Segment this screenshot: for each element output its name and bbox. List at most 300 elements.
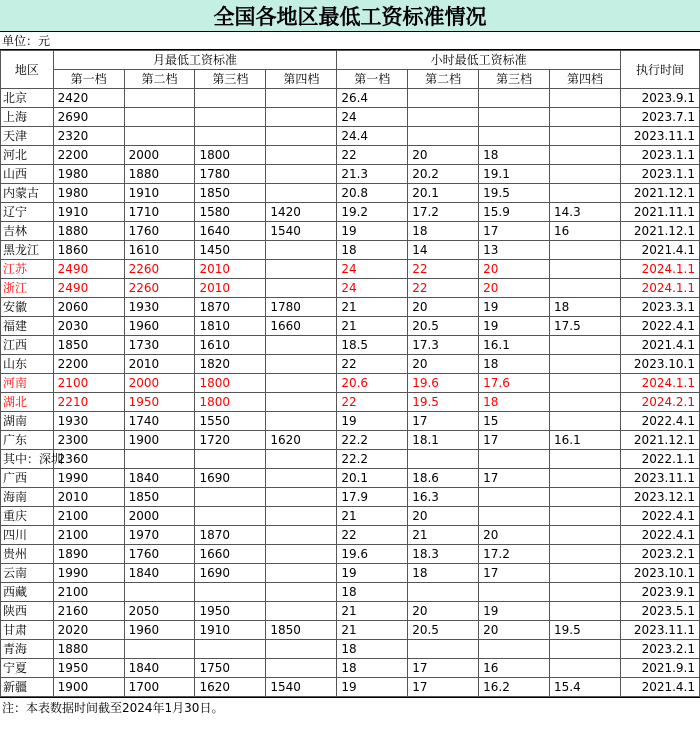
effective-date-cell: 2022.4.1 [620,526,699,545]
table-row [1,545,700,564]
table-row [1,469,700,488]
header-hourly-tier-3: 第三档 [479,70,550,89]
monthly-wage-cell [266,393,337,412]
hourly-wage-cell: 17 [479,469,550,488]
hourly-wage-cell [479,488,550,507]
hourly-wage-cell: 19 [337,564,408,583]
monthly-wage-cell: 1950 [195,602,266,621]
hourly-wage-cell [479,507,550,526]
hourly-wage-cell: 18 [479,355,550,374]
hourly-wage-cell: 19 [479,602,550,621]
hourly-wage-cell [550,602,621,621]
region-cell: 广西 [1,469,54,488]
monthly-wage-cell: 1870 [195,298,266,317]
header-hourly-tier-1: 第一档 [337,70,408,89]
effective-date-cell: 2021.4.1 [620,336,699,355]
effective-date-cell: 2023.10.1 [620,564,699,583]
hourly-wage-cell: 18.6 [408,469,479,488]
effective-date-cell: 2021.4.1 [620,241,699,260]
region-cell: 天津 [1,127,54,146]
region-cell: 吉林 [1,222,54,241]
monthly-wage-cell: 1780 [195,165,266,184]
hourly-wage-cell: 20.5 [408,317,479,336]
hourly-wage-cell: 21 [337,317,408,336]
region-cell: 河南 [1,374,54,393]
header-monthly-tier-3: 第三档 [195,70,266,89]
hourly-wage-cell: 18 [337,583,408,602]
monthly-wage-cell: 2030 [53,317,124,336]
monthly-wage-cell [195,488,266,507]
effective-date-cell: 2021.12.1 [620,222,699,241]
monthly-wage-cell [266,526,337,545]
table-row [1,165,700,184]
monthly-wage-cell: 2260 [124,279,195,298]
region-cell: 湖北 [1,393,54,412]
hourly-wage-cell [550,393,621,412]
monthly-wage-cell: 2200 [53,146,124,165]
monthly-wage-cell: 1720 [195,431,266,450]
table-row [1,526,700,545]
monthly-wage-cell: 1910 [124,184,195,203]
monthly-wage-cell [266,127,337,146]
monthly-wage-cell: 1840 [124,564,195,583]
monthly-wage-cell [124,127,195,146]
hourly-wage-cell [550,583,621,602]
hourly-wage-cell: 20.8 [337,184,408,203]
table-row [1,507,700,526]
hourly-wage-cell [550,279,621,298]
table-row [1,89,700,108]
monthly-wage-cell: 1930 [124,298,195,317]
monthly-wage-cell: 2010 [195,260,266,279]
hourly-wage-cell: 13 [479,241,550,260]
effective-date-cell: 2024.1.1 [620,374,699,393]
region-cell: 青海 [1,640,54,659]
hourly-wage-cell: 19.1 [479,165,550,184]
hourly-wage-cell: 20.2 [408,165,479,184]
effective-date-cell: 2023.5.1 [620,602,699,621]
region-cell: 其中：深圳 [1,450,54,469]
monthly-wage-cell [195,640,266,659]
table-row [1,260,700,279]
monthly-wage-cell [266,659,337,678]
hourly-wage-cell: 19 [337,222,408,241]
monthly-wage-cell: 1820 [195,355,266,374]
hourly-wage-cell [479,108,550,127]
monthly-wage-cell [266,355,337,374]
table-row [1,146,700,165]
hourly-wage-cell: 20 [408,507,479,526]
hourly-wage-cell: 21 [337,621,408,640]
hourly-wage-cell [550,146,621,165]
table-row [1,279,700,298]
monthly-wage-cell: 1880 [53,222,124,241]
monthly-wage-cell [266,640,337,659]
region-cell: 重庆 [1,507,54,526]
table-row [1,621,700,640]
table-row [1,450,700,469]
table-row [1,602,700,621]
table-row [1,336,700,355]
monthly-wage-cell: 1660 [195,545,266,564]
hourly-wage-cell: 20 [479,526,550,545]
hourly-wage-cell [550,545,621,564]
monthly-wage-cell [266,89,337,108]
monthly-wage-cell: 1850 [266,621,337,640]
effective-date-cell: 2022.4.1 [620,412,699,431]
hourly-wage-cell [479,640,550,659]
hourly-wage-cell: 19 [337,678,408,697]
monthly-wage-cell [195,89,266,108]
region-cell: 陕西 [1,602,54,621]
table-row [1,374,700,393]
header-hourly-tier-4: 第四档 [550,70,621,89]
region-cell: 辽宁 [1,203,54,222]
monthly-wage-cell: 2210 [53,393,124,412]
monthly-wage-cell: 1540 [266,678,337,697]
monthly-wage-cell: 1840 [124,469,195,488]
hourly-wage-cell: 17.3 [408,336,479,355]
monthly-wage-cell: 1620 [266,431,337,450]
monthly-wage-cell: 1950 [124,393,195,412]
hourly-wage-cell: 22.2 [337,431,408,450]
effective-date-cell: 2021.9.1 [620,659,699,678]
hourly-wage-cell [550,507,621,526]
table-row [1,355,700,374]
monthly-wage-cell: 1800 [195,146,266,165]
monthly-wage-cell [266,146,337,165]
monthly-wage-cell [124,640,195,659]
table-row [1,678,700,697]
hourly-wage-cell: 16.1 [550,431,621,450]
monthly-wage-cell: 1960 [124,317,195,336]
monthly-wage-cell: 2050 [124,602,195,621]
region-cell: 湖南 [1,412,54,431]
hourly-wage-cell: 20.5 [408,621,479,640]
hourly-wage-cell [408,127,479,146]
hourly-wage-cell [479,450,550,469]
monthly-wage-cell [195,127,266,146]
effective-date-cell: 2022.4.1 [620,507,699,526]
hourly-wage-cell: 17 [479,222,550,241]
effective-date-cell: 2023.1.1 [620,165,699,184]
monthly-wage-cell: 1870 [195,526,266,545]
hourly-wage-cell: 24 [337,108,408,127]
effective-date-cell: 2023.11.1 [620,621,699,640]
monthly-wage-cell: 2060 [53,298,124,317]
hourly-wage-cell: 17.2 [479,545,550,564]
monthly-wage-cell [195,583,266,602]
monthly-wage-cell: 2020 [53,621,124,640]
region-cell: 上海 [1,108,54,127]
hourly-wage-cell: 18 [550,298,621,317]
hourly-wage-cell: 18.5 [337,336,408,355]
monthly-wage-cell [266,507,337,526]
hourly-wage-cell: 17.6 [479,374,550,393]
monthly-wage-cell: 2100 [53,583,124,602]
hourly-wage-cell [550,355,621,374]
monthly-wage-cell [266,545,337,564]
region-cell: 山东 [1,355,54,374]
monthly-wage-cell: 2160 [53,602,124,621]
monthly-wage-cell [124,108,195,127]
monthly-wage-cell [266,583,337,602]
hourly-wage-cell: 16 [479,659,550,678]
monthly-wage-cell: 1990 [53,564,124,583]
effective-date-cell: 2023.9.1 [620,89,699,108]
hourly-wage-cell: 22.2 [337,450,408,469]
monthly-wage-cell: 2010 [124,355,195,374]
region-cell: 新疆 [1,678,54,697]
monthly-wage-cell [266,412,337,431]
effective-date-cell: 2021.12.1 [620,184,699,203]
header-monthly-tier-2: 第二档 [124,70,195,89]
region-cell: 江西 [1,336,54,355]
header-region: 地区 [1,51,54,89]
hourly-wage-cell: 18 [479,393,550,412]
monthly-wage-cell: 1690 [195,469,266,488]
table-row [1,203,700,222]
monthly-wage-cell: 1740 [124,412,195,431]
table-row [1,488,700,507]
hourly-wage-cell: 20 [408,298,479,317]
monthly-wage-cell [266,450,337,469]
region-cell: 福建 [1,317,54,336]
effective-date-cell: 2022.1.1 [620,450,699,469]
region-cell: 云南 [1,564,54,583]
monthly-wage-cell: 1540 [266,222,337,241]
hourly-wage-cell [408,583,479,602]
hourly-wage-cell: 17 [408,678,479,697]
monthly-wage-cell: 1950 [53,659,124,678]
monthly-wage-cell: 1420 [266,203,337,222]
monthly-wage-cell: 1910 [53,203,124,222]
monthly-wage-cell: 1890 [53,545,124,564]
monthly-wage-cell: 2360 [53,450,124,469]
monthly-wage-cell: 1760 [124,222,195,241]
hourly-wage-cell: 19.5 [479,184,550,203]
hourly-wage-cell: 17 [479,564,550,583]
region-cell: 河北 [1,146,54,165]
hourly-wage-cell [550,374,621,393]
table-row [1,184,700,203]
hourly-wage-cell: 17.9 [337,488,408,507]
header-hourly-tier-2: 第二档 [408,70,479,89]
monthly-wage-cell [266,336,337,355]
hourly-wage-cell: 17 [408,412,479,431]
monthly-wage-cell: 2010 [195,279,266,298]
monthly-wage-cell [195,108,266,127]
hourly-wage-cell: 22 [337,393,408,412]
hourly-wage-cell [550,108,621,127]
hourly-wage-cell: 20 [479,279,550,298]
hourly-wage-cell: 16.2 [479,678,550,697]
region-cell: 四川 [1,526,54,545]
monthly-wage-cell: 1660 [266,317,337,336]
effective-date-cell: 2023.7.1 [620,108,699,127]
region-cell: 广东 [1,431,54,450]
monthly-wage-cell: 1960 [124,621,195,640]
monthly-wage-cell [266,279,337,298]
region-cell: 贵州 [1,545,54,564]
monthly-wage-cell: 1690 [195,564,266,583]
hourly-wage-cell [550,184,621,203]
hourly-wage-cell: 19 [479,317,550,336]
region-cell: 甘肃 [1,621,54,640]
hourly-wage-cell: 18.1 [408,431,479,450]
monthly-wage-cell: 1810 [195,317,266,336]
hourly-wage-cell [550,127,621,146]
hourly-wage-cell: 19.5 [550,621,621,640]
table-row [1,241,700,260]
hourly-wage-cell: 22 [408,279,479,298]
monthly-wage-cell: 2000 [124,374,195,393]
effective-date-cell: 2023.10.1 [620,355,699,374]
hourly-wage-cell: 20 [479,621,550,640]
hourly-wage-cell [479,89,550,108]
hourly-wage-cell: 17.5 [550,317,621,336]
monthly-wage-cell: 2000 [124,507,195,526]
hourly-wage-cell: 21 [337,298,408,317]
monthly-wage-cell: 1980 [53,184,124,203]
effective-date-cell: 2023.3.1 [620,298,699,317]
effective-date-cell: 2021.12.1 [620,431,699,450]
effective-date-cell: 2021.4.1 [620,678,699,697]
hourly-wage-cell [408,450,479,469]
hourly-wage-cell [550,260,621,279]
hourly-wage-cell: 21 [337,507,408,526]
hourly-wage-cell: 15 [479,412,550,431]
monthly-wage-cell: 1610 [124,241,195,260]
header-monthly-tier-4: 第四档 [266,70,337,89]
monthly-wage-cell: 1900 [53,678,124,697]
monthly-wage-cell: 1840 [124,659,195,678]
monthly-wage-cell: 1750 [195,659,266,678]
monthly-wage-cell: 1760 [124,545,195,564]
hourly-wage-cell: 18 [337,659,408,678]
hourly-wage-cell: 16.3 [408,488,479,507]
hourly-wage-cell: 14.3 [550,203,621,222]
header-monthly-tier-1: 第一档 [53,70,124,89]
hourly-wage-cell: 17.2 [408,203,479,222]
hourly-wage-cell: 17 [479,431,550,450]
effective-date-cell: 2023.2.1 [620,640,699,659]
monthly-wage-cell: 2420 [53,89,124,108]
monthly-wage-cell: 2100 [53,507,124,526]
region-cell: 海南 [1,488,54,507]
table-row [1,431,700,450]
hourly-wage-cell: 16.1 [479,336,550,355]
monthly-wage-cell: 1450 [195,241,266,260]
table-row [1,564,700,583]
hourly-wage-cell: 18 [337,241,408,260]
hourly-wage-cell: 15.9 [479,203,550,222]
hourly-wage-cell: 19.6 [408,374,479,393]
hourly-wage-cell [550,450,621,469]
monthly-wage-cell [124,583,195,602]
hourly-wage-cell [550,488,621,507]
hourly-wage-cell [550,564,621,583]
hourly-wage-cell: 22 [408,260,479,279]
effective-date-cell: 2024.1.1 [620,260,699,279]
min-wage-table [0,50,700,697]
effective-date-cell: 2021.11.1 [620,203,699,222]
monthly-wage-cell: 2490 [53,260,124,279]
monthly-wage-cell: 1850 [124,488,195,507]
monthly-wage-cell [266,260,337,279]
hourly-wage-cell [408,89,479,108]
monthly-wage-cell: 1800 [195,374,266,393]
hourly-wage-cell [550,640,621,659]
monthly-wage-cell: 1910 [195,621,266,640]
table-row [1,317,700,336]
hourly-wage-cell: 14 [408,241,479,260]
monthly-wage-cell: 2490 [53,279,124,298]
hourly-wage-cell [550,336,621,355]
hourly-wage-cell: 24 [337,260,408,279]
hourly-wage-cell [550,412,621,431]
table-row [1,108,700,127]
monthly-wage-cell [266,564,337,583]
hourly-wage-cell [550,469,621,488]
hourly-wage-cell: 22 [337,526,408,545]
region-cell: 浙江 [1,279,54,298]
hourly-wage-cell: 18 [408,222,479,241]
monthly-wage-cell: 2260 [124,260,195,279]
monthly-wage-cell [124,450,195,469]
effective-date-cell: 2023.11.1 [620,469,699,488]
hourly-wage-cell: 22 [337,355,408,374]
hourly-wage-cell: 21.3 [337,165,408,184]
monthly-wage-cell: 1900 [124,431,195,450]
effective-date-cell: 2024.1.1 [620,279,699,298]
monthly-wage-cell: 1880 [124,165,195,184]
hourly-wage-cell: 18 [408,564,479,583]
monthly-wage-cell: 1580 [195,203,266,222]
monthly-wage-cell [266,469,337,488]
hourly-wage-cell: 21 [408,526,479,545]
region-cell: 宁夏 [1,659,54,678]
header-effective-date: 执行时间 [620,51,699,89]
monthly-wage-cell: 1700 [124,678,195,697]
hourly-wage-cell [479,583,550,602]
hourly-wage-cell [479,127,550,146]
hourly-wage-cell: 20.1 [408,184,479,203]
hourly-wage-cell [550,89,621,108]
header-hourly-group: 小时最低工资标准 [337,51,621,70]
region-cell: 西藏 [1,583,54,602]
monthly-wage-cell [195,507,266,526]
hourly-wage-cell: 18 [337,640,408,659]
hourly-wage-cell: 20 [408,146,479,165]
monthly-wage-cell: 1850 [195,184,266,203]
hourly-wage-cell: 19.2 [337,203,408,222]
footnote: 注：本表数据时间截至2024年1月30日。 [0,697,700,717]
monthly-wage-cell: 1860 [53,241,124,260]
hourly-wage-cell: 24.4 [337,127,408,146]
table-row [1,583,700,602]
hourly-wage-cell [550,659,621,678]
region-cell: 安徽 [1,298,54,317]
hourly-wage-cell: 19.6 [337,545,408,564]
unit-label: 单位：元 [0,32,700,50]
hourly-wage-cell: 20 [479,260,550,279]
monthly-wage-cell: 2000 [124,146,195,165]
table-row [1,412,700,431]
hourly-wage-cell: 19.5 [408,393,479,412]
monthly-wage-cell: 1800 [195,393,266,412]
effective-date-cell: 2023.2.1 [620,545,699,564]
